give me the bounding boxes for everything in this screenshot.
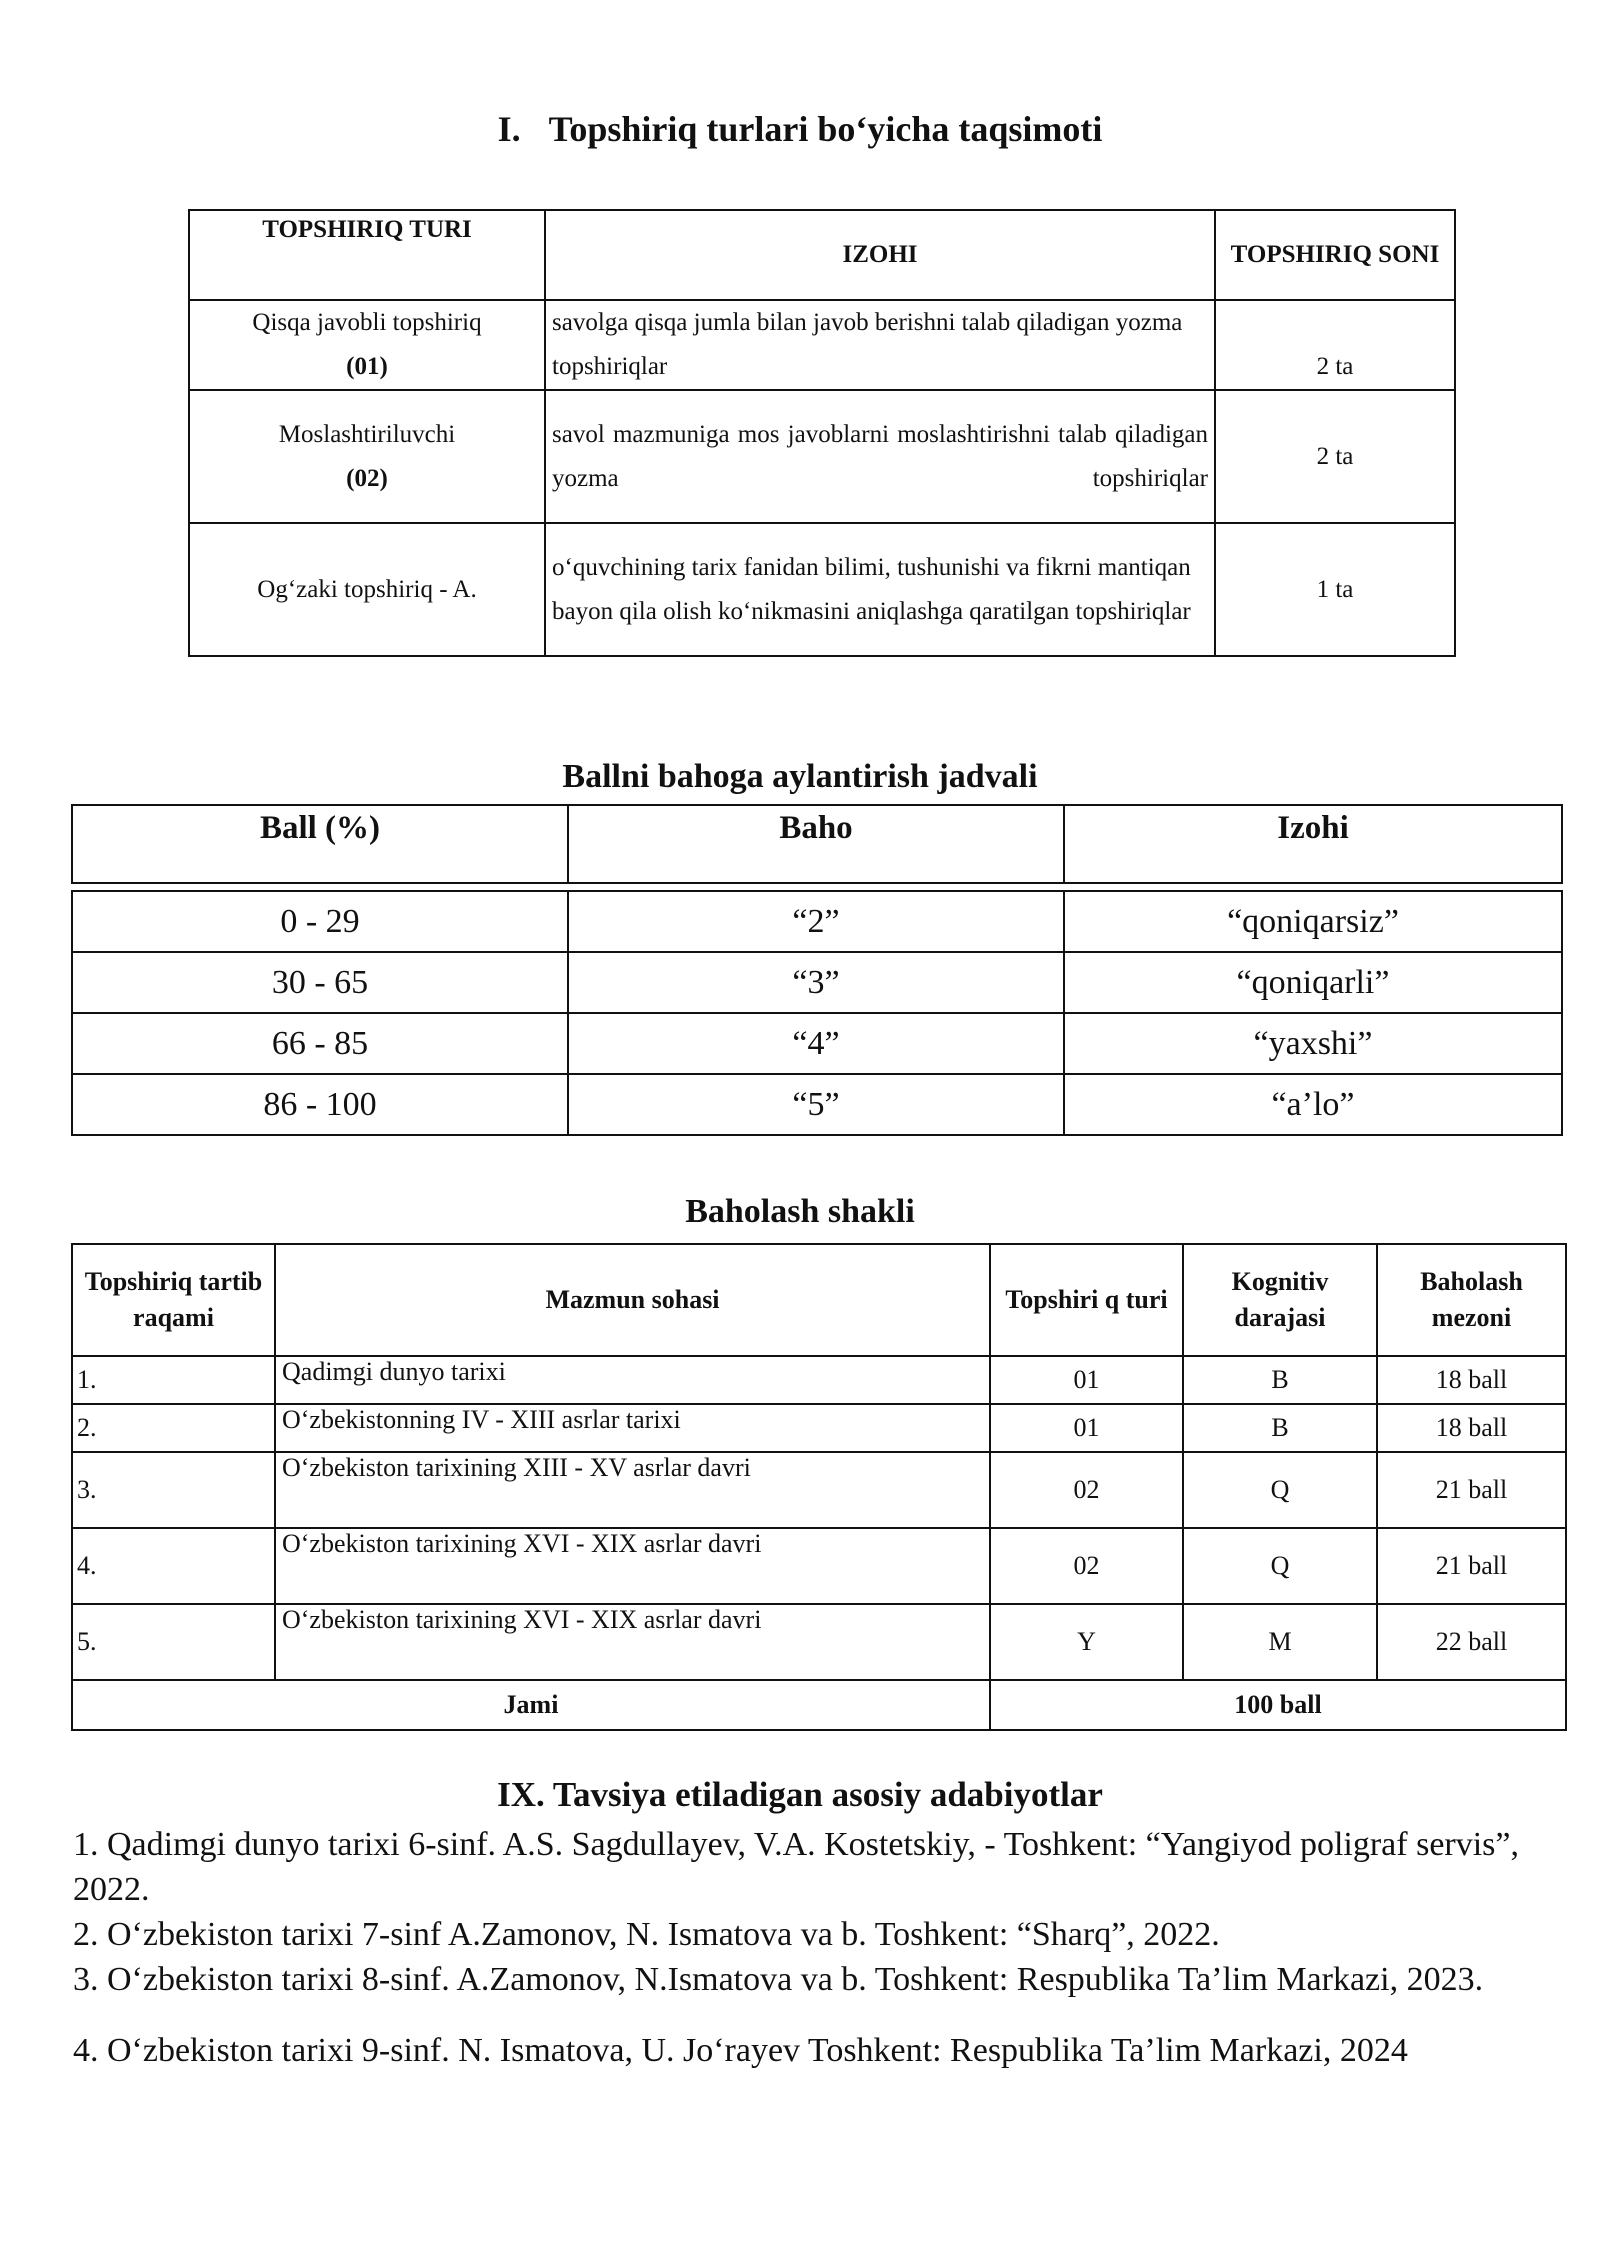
total-value: 100 ball	[990, 1680, 1566, 1730]
section3-title: Baholash shakli	[685, 1193, 915, 1230]
ball-range: 30 - 65	[72, 952, 568, 1013]
subject-area: O‘zbekiston tarixining XVI - XIX asrlar davri	[275, 1528, 990, 1604]
task-type-cell	[189, 523, 545, 656]
table-row	[72, 1604, 1566, 1680]
task-distribution-table	[188, 209, 1456, 657]
table-row	[72, 1404, 1566, 1452]
task-type: Moslashtiriluvchi	[278, 420, 456, 448]
task-description: o‘quvchining tarix fanidan bilimi, tushunishi va fikrni mantiqan bayon qila olish ko‘nikmasini aniqlashga qaratilgan topshiriqlar	[545, 523, 1215, 656]
total-label: Jami	[72, 1680, 990, 1730]
task-type: 01	[990, 1356, 1183, 1404]
table-row	[72, 1452, 1566, 1528]
header-subject: Mazmun sohasi	[275, 1244, 990, 1356]
grade-table-header	[71, 804, 1563, 884]
grade-value: “2”	[568, 891, 1064, 952]
reference-item: 2. O‘zbekiston tarixi 7-sinf A.Zamonov, N. Ismatova va b. Toshkent: “Sharq”, 2022.	[73, 1916, 1220, 1953]
table-row	[72, 1528, 1566, 1604]
grade-value: “5”	[568, 1074, 1064, 1135]
task-type: 02	[990, 1452, 1183, 1528]
grade-note: “qoniqarsiz”	[1064, 891, 1562, 952]
table-row	[72, 1356, 1566, 1404]
total-row	[72, 1680, 1566, 1730]
ball-range: 86 - 100	[72, 1074, 568, 1135]
task-number: 1.	[72, 1356, 275, 1404]
header-criterion: Baholash mezoni	[1377, 1244, 1566, 1356]
task-code: (02)	[346, 464, 388, 492]
grade-note: “yaxshi”	[1064, 1013, 1562, 1074]
criterion: 22 ball	[1377, 1604, 1566, 1680]
task-count: 2 ta	[1215, 390, 1455, 523]
header-grade: Baho	[568, 805, 1064, 883]
grade-note: “qoniqarli”	[1064, 952, 1562, 1013]
grade-value: “3”	[568, 952, 1064, 1013]
section4-title: IX. Tavsiya etiladigan asosiy adabiyotlar	[497, 1775, 1103, 1814]
grade-conversion-table	[71, 890, 1563, 1136]
header-task-type: TOPSHIRIQ TURI	[189, 210, 545, 300]
reference-item: 1. Qadimgi dunyo tarixi 6-sinf. A.S. Sagdullayev, V.A. Kostetskiy, - Toshkent: “Yangiyod poligraf servis”, 2022.	[73, 1826, 1519, 1908]
cognitive-level: B	[1183, 1404, 1377, 1452]
header-task-type: Topshiri q turi	[990, 1244, 1183, 1356]
criterion: 21 ball	[1377, 1528, 1566, 1604]
task-number: 4.	[72, 1528, 275, 1604]
cognitive-level: M	[1183, 1604, 1377, 1680]
criterion: 21 ball	[1377, 1452, 1566, 1528]
table-row	[72, 1013, 1562, 1074]
task-count: 2 ta	[1215, 300, 1455, 390]
table-row	[72, 952, 1562, 1013]
section1-number: I.	[497, 109, 521, 149]
subject-area: O‘zbekistonning IV - XIII asrlar tarixi	[275, 1404, 990, 1452]
task-description: savolga qisqa jumla bilan javob berishni talab qiladigan yozma topshiriqlar	[545, 300, 1215, 390]
task-count: 1 ta	[1215, 523, 1455, 656]
assessment-form-table	[71, 1243, 1567, 1731]
section1-title	[0, 108, 1600, 150]
ball-range: 0 - 29	[72, 891, 568, 952]
criterion: 18 ball	[1377, 1356, 1566, 1404]
cognitive-level: Q	[1183, 1528, 1377, 1604]
task-number: 2.	[72, 1404, 275, 1452]
header-description: IZOHI	[545, 210, 1215, 300]
task-type: 01	[990, 1404, 1183, 1452]
task-code: (01)	[346, 353, 388, 380]
header-note: Izohi	[1064, 805, 1562, 883]
references-list	[73, 1822, 1543, 2073]
task-description: savol mazmuniga mos javoblarni moslashtirishni talab qiladigan yozma topshiriqlar	[545, 390, 1215, 523]
task-type-cell	[189, 300, 545, 390]
task-type: Y	[990, 1604, 1183, 1680]
header-task-count: TOPSHIRIQ SONI	[1215, 210, 1455, 300]
reference-item: 3. O‘zbekiston tarixi 8-sinf. A.Zamonov, N.Ismatova va b. Toshkent: Respublika Ta’lim Markazi, 2023.	[73, 1961, 1484, 1998]
task-number: 3.	[72, 1452, 275, 1528]
header-ball: Ball (%)	[72, 805, 568, 883]
task-type: 02	[990, 1528, 1183, 1604]
grade-note: “a’lo”	[1064, 1074, 1562, 1135]
subject-area: O‘zbekiston tarixining XVI - XIX asrlar davri	[275, 1604, 990, 1680]
task-type-cell	[189, 390, 545, 523]
task-number: 5.	[72, 1604, 275, 1680]
task-type: Qisqa javobli topshiriq	[252, 309, 482, 336]
table-row	[72, 1074, 1562, 1135]
section1-title-text: Topshiriq turlari bo‘yicha taqsimoti	[548, 109, 1103, 149]
subject-area: O‘zbekiston tarixining XIII - XV asrlar davri	[275, 1452, 990, 1528]
reference-item: 4. O‘zbekiston tarixi 9-sinf. N. Ismatova, U. Jo‘rayev Toshkent: Respublika Ta’lim Markazi, 2024	[73, 2032, 1408, 2069]
section2-title: Ballni bahoga aylantirish jadvali	[562, 758, 1038, 795]
header-task-number: Topshiriq tartib raqami	[72, 1244, 275, 1356]
ball-range: 66 - 85	[72, 1013, 568, 1074]
grade-value: “4”	[568, 1013, 1064, 1074]
cognitive-level: Q	[1183, 1452, 1377, 1528]
header-cognitive-level: Kognitiv darajasi	[1183, 1244, 1377, 1356]
task-type: Og‘zaki topshiriq - A.	[257, 575, 477, 603]
subject-area: Qadimgi dunyo tarixi	[275, 1356, 990, 1404]
criterion: 18 ball	[1377, 1404, 1566, 1452]
cognitive-level: B	[1183, 1356, 1377, 1404]
table-row	[72, 891, 1562, 952]
